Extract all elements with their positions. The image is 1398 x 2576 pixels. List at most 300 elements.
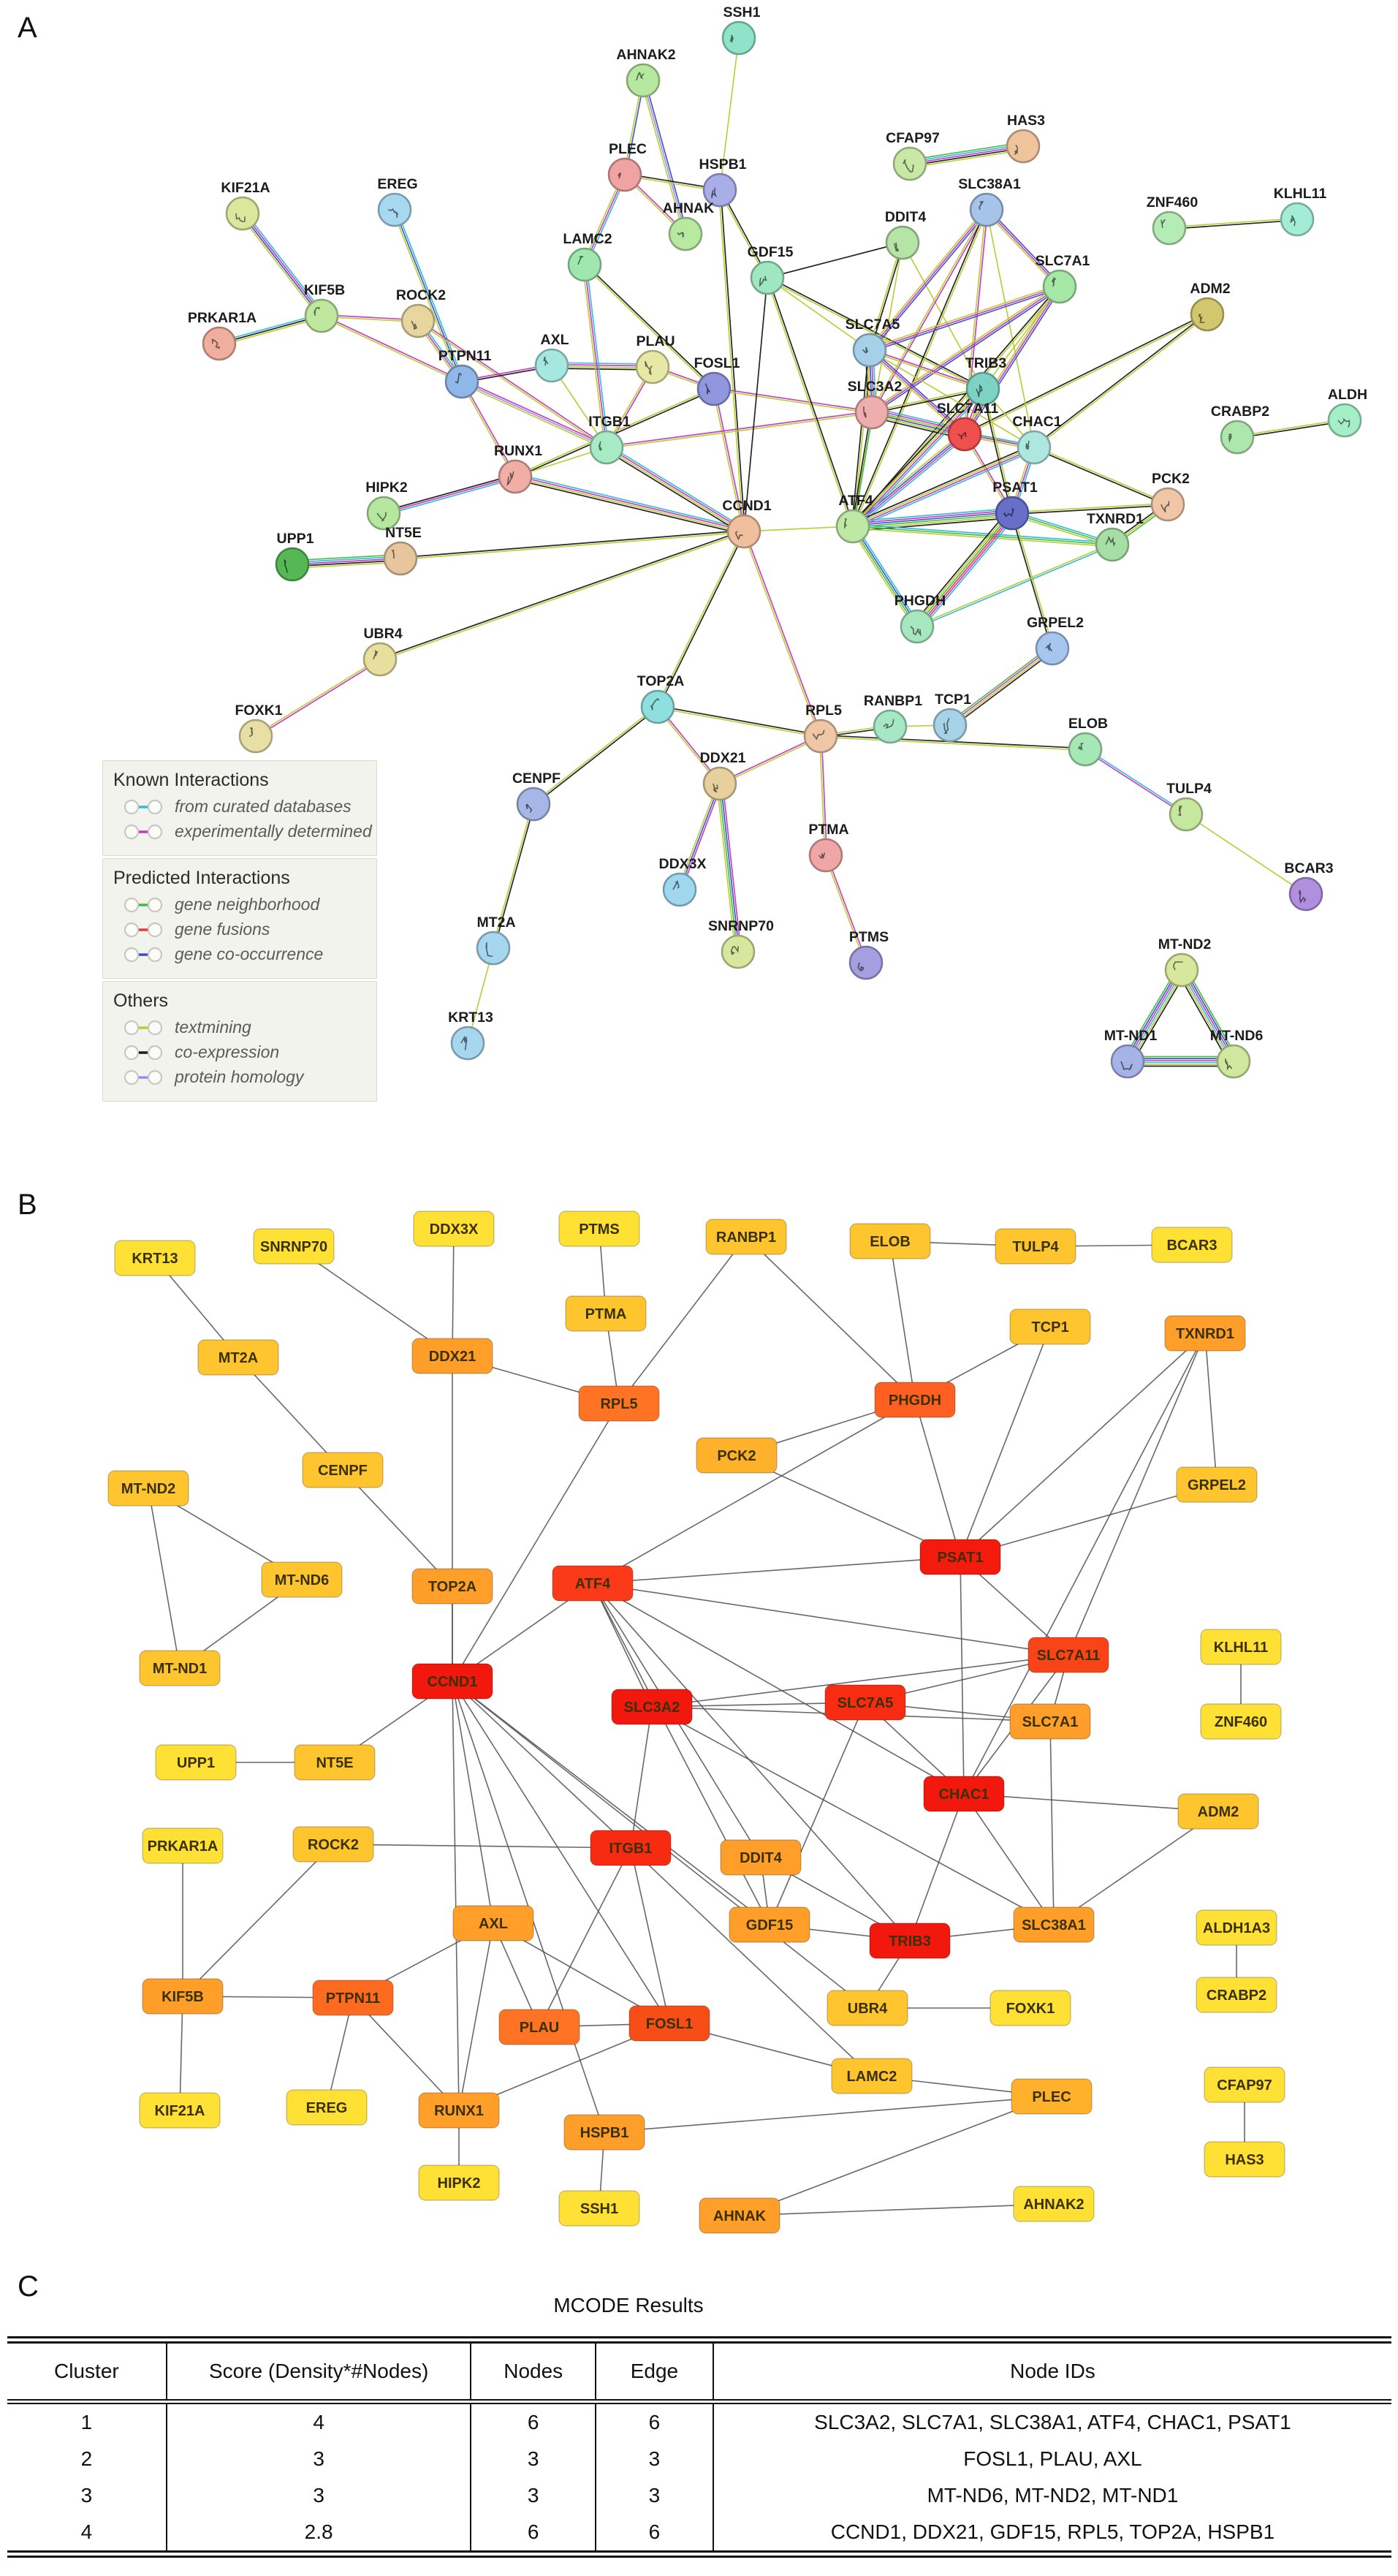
protein-node-PLEC[interactable] [609, 141, 647, 191]
table-cell: FOSL1, PLAU, AXL [713, 2441, 1391, 2477]
legend-item-co [122, 944, 368, 964]
gene-node-RPL5[interactable] [579, 1386, 659, 1421]
protein-node-SNRNP70[interactable] [708, 918, 774, 968]
gene-node-RUNX1[interactable] [419, 2093, 499, 2128]
string-edge [1033, 447, 1168, 505]
gene-node-DDIT4[interactable] [721, 1840, 801, 1875]
protein-node-label: CFAP97 [886, 130, 940, 146]
degree-edge [960, 1333, 1205, 1557]
gene-node-label: CCND1 [427, 1674, 478, 1690]
gene-node-label: CHAC1 [938, 1787, 989, 1803]
gene-node-FOSL1[interactable] [629, 2006, 710, 2041]
protein-node-label: PCK2 [1151, 471, 1190, 487]
string-edge [400, 531, 744, 560]
protein-node-AXL[interactable] [536, 332, 569, 382]
gene-node-PTMS[interactable] [559, 1211, 639, 1246]
gene-node-ADM2[interactable] [1178, 1794, 1258, 1829]
protein-node-PSAT1[interactable] [992, 480, 1038, 529]
protein-node-label: UPP1 [276, 531, 314, 547]
gene-node-RANBP1[interactable] [706, 1219, 786, 1254]
gene-node-PCK2[interactable] [696, 1438, 777, 1473]
gene-node-SNRNP70[interactable] [254, 1229, 334, 1264]
protein-node-label: KIF5B [303, 282, 346, 298]
gene-node-CCND1[interactable] [412, 1664, 493, 1699]
gene-node-NT5E[interactable] [295, 1745, 375, 1780]
protein-node-TULP4[interactable] [1166, 781, 1212, 830]
gene-node-label: ATF4 [574, 1576, 611, 1592]
protein-node-label: FOSL1 [694, 355, 740, 371]
gene-node-label: KLHL11 [1213, 1640, 1269, 1656]
protein-node-label: TOP2A [637, 673, 685, 689]
gene-node-TOP2A[interactable] [412, 1569, 493, 1604]
string-edge [533, 706, 658, 805]
gene-node-MT-ND1[interactable] [140, 1651, 220, 1686]
gene-node-SSH1[interactable] [559, 2191, 639, 2226]
gene-node-label: ELOB [870, 1234, 911, 1250]
string-edge [514, 474, 745, 534]
gene-node-SLC7A1[interactable] [1010, 1704, 1090, 1739]
gene-node-UPP1[interactable] [156, 1745, 236, 1780]
edge-color-swatch-icon [122, 920, 164, 939]
protein-node-SSH1[interactable] [723, 4, 761, 54]
gene-node-label: PTPN11 [325, 1990, 381, 2007]
protein-node-label: LAMC2 [563, 231, 612, 247]
gene-node-label: FOSL1 [645, 2016, 694, 2032]
degree-edge [890, 1241, 915, 1400]
protein-node-CCND1[interactable] [722, 498, 771, 548]
gene-node-label: CENPF [318, 1463, 368, 1479]
protein-node-ITGB1[interactable] [588, 414, 631, 463]
table-row-cluster-4 [7, 2514, 1391, 2554]
degree-edge [631, 1848, 872, 2076]
protein-node-MT-ND6[interactable] [1210, 1028, 1264, 1077]
gene-node-label: PRKAR1A [147, 1838, 219, 1855]
degree-edge [593, 1557, 960, 1583]
gene-node-label: KIF21A [154, 2103, 205, 2119]
protein-node-label: DDIT4 [884, 209, 927, 225]
protein-node-PHGDH[interactable] [894, 593, 946, 643]
protein-node-label: KIF21A [221, 180, 270, 196]
gene-node-label: TULP4 [1012, 1239, 1059, 1255]
gene-node-CENPF[interactable] [303, 1452, 383, 1488]
gene-node-AHNAK2[interactable] [1014, 2186, 1094, 2221]
gene-node-KIF21A[interactable] [140, 2093, 220, 2128]
table-row-cluster-2 [7, 2441, 1391, 2477]
protein-node-label: AHNAK [662, 200, 715, 216]
gene-node-ELOB[interactable] [850, 1224, 930, 1259]
protein-node-PLAU[interactable] [636, 333, 675, 383]
gene-node-FOXK1[interactable] [990, 1990, 1071, 2026]
protein-node-label: PRKAR1A [187, 310, 257, 326]
gene-node-DDX21[interactable] [412, 1338, 493, 1374]
protein-node-RANBP1[interactable] [864, 693, 922, 743]
gene-node-label: GDF15 [745, 1917, 794, 1933]
protein-node-label: RANBP1 [863, 693, 923, 709]
gene-node-SLC38A1[interactable] [1014, 1907, 1094, 1942]
legend-item-label: experimentally determined [175, 822, 372, 841]
degree-edge [604, 2096, 1052, 2132]
table-cell: 6 [471, 2514, 595, 2554]
gene-node-label: SLC38A1 [1022, 1917, 1086, 1933]
table-cell: 3 [471, 2441, 595, 2477]
degree-edge [183, 1844, 333, 1996]
gene-node-MT2A[interactable] [198, 1340, 278, 1375]
protein-node-DDIT4[interactable] [885, 209, 926, 259]
degree-edge [539, 1848, 631, 2027]
degree-edge [148, 1488, 180, 1668]
mcode-results-table [7, 2336, 1391, 2558]
protein-node-label: PTMA [808, 822, 849, 838]
table-header-cell: Score (Density*#Nodes) [167, 2340, 471, 2402]
protein-node-label: MT2A [476, 914, 516, 931]
protein-node-label: PHGDH [894, 593, 946, 609]
protein-node-label: HIPK2 [365, 480, 408, 496]
gene-node-label: ZNF460 [1214, 1714, 1268, 1730]
table-header-cell: Cluster [7, 2340, 167, 2402]
protein-node-label: SLC7A1 [1035, 253, 1090, 269]
protein-node-ADM2[interactable] [1190, 281, 1230, 330]
degree-edge [459, 1923, 493, 2110]
protein-node-label: PLEC [608, 141, 647, 157]
protein-node-label: ADM2 [1190, 281, 1231, 297]
gene-node-CRABP2[interactable] [1196, 1977, 1277, 2012]
protein-node-label: RPL5 [805, 702, 842, 719]
edge-color-swatch-icon [122, 1043, 164, 1062]
gene-node-PTPN11[interactable] [313, 1980, 393, 2015]
protein-node-CHAC1[interactable] [1012, 414, 1061, 463]
string-edge [1169, 219, 1297, 230]
gene-node-KRT13[interactable] [115, 1240, 195, 1276]
degree-edge [915, 1400, 960, 1557]
gene-node-label: RUNX1 [434, 2103, 484, 2119]
table-cell: 2.8 [167, 2514, 471, 2554]
table-header-cell: Edge [596, 2340, 713, 2402]
degree-edge [593, 1583, 652, 1707]
protein-node-label: ATF4 [838, 493, 873, 509]
gene-node-TRIB3[interactable] [870, 1923, 950, 1958]
protein-node-RUNX1[interactable] [494, 443, 542, 493]
string-edge [255, 659, 380, 737]
gene-node-HSPB1[interactable] [564, 2115, 645, 2150]
gene-node-PLAU[interactable] [499, 2009, 580, 2045]
gene-node-EREG[interactable] [286, 2090, 367, 2125]
table-cell: 4 [80, 2520, 93, 2543]
gene-node-LAMC2[interactable] [832, 2058, 912, 2094]
degree-edge [452, 1229, 454, 1356]
protein-node-DDX3X[interactable] [658, 856, 706, 906]
table-cell: 3 [167, 2441, 471, 2477]
protein-node-TOP2A[interactable] [637, 673, 685, 723]
gene-node-SLC7A11[interactable] [1028, 1637, 1109, 1672]
protein-node-CENPF[interactable] [512, 770, 561, 820]
protein-node-label: KLHL11 [1273, 186, 1327, 202]
gene-node-label: TRIB3 [889, 1933, 931, 1950]
protein-node-label: SLC3A2 [847, 379, 903, 395]
protein-node-KRT13[interactable] [448, 1009, 493, 1059]
protein-node-EREG[interactable] [377, 176, 417, 226]
gene-node-label: HAS3 [1225, 2152, 1264, 2168]
gene-node-label: GRPEL2 [1187, 1477, 1247, 1493]
gene-node-KLHL11[interactable] [1201, 1629, 1281, 1664]
legend-group [102, 981, 377, 1102]
gene-node-ATF4[interactable] [552, 1566, 633, 1601]
edge-color-swatch-icon [122, 895, 164, 914]
protein-node-label: AXL [540, 332, 569, 348]
degree-edge [770, 1702, 865, 1925]
degree-edge [452, 1681, 493, 1923]
protein-node-ALDH[interactable] [1328, 387, 1367, 436]
gene-node-PTMA[interactable] [566, 1296, 646, 1331]
degree-edge [1205, 1333, 1217, 1485]
gene-node-label: UBR4 [847, 2001, 888, 2017]
legend-group-title: Others [113, 990, 169, 1011]
degree-edge [593, 1583, 910, 1941]
gene-node-AXL[interactable] [453, 1906, 533, 1941]
edge-type-legend [102, 760, 377, 1104]
gene-node-AHNAK[interactable] [699, 2198, 780, 2233]
degree-edge [652, 1707, 1054, 1925]
degree-edge [452, 1681, 770, 1925]
protein-node-label: TRIB3 [965, 355, 1007, 371]
gene-node-label: KRT13 [132, 1251, 178, 1267]
degree-edge [593, 1400, 915, 1583]
protein-node-CFAP97[interactable] [886, 130, 940, 180]
gene-node-MT-ND2[interactable] [108, 1471, 189, 1506]
protein-node-FOXK1[interactable] [235, 702, 282, 752]
gene-node-ROCK2[interactable] [293, 1827, 373, 1862]
gene-node-SLC3A2[interactable] [612, 1689, 692, 1724]
protein-node-LAMC2[interactable] [563, 231, 612, 281]
gene-node-ALDH1A3[interactable] [1196, 1910, 1277, 1945]
protein-node-AHNAK2[interactable] [616, 47, 675, 96]
gene-node-label: NT5E [316, 1755, 354, 1771]
panel-c-label: C [18, 2270, 39, 2303]
gene-node-label: MT-ND2 [121, 1481, 176, 1497]
protein-node-MT2A[interactable] [476, 914, 515, 964]
gene-node-SLC7A5[interactable] [825, 1685, 905, 1720]
gene-node-label: KIF5B [162, 1989, 204, 2005]
gene-node-label: SLC7A11 [1036, 1648, 1101, 1664]
protein-node-label: SLC7A5 [845, 317, 900, 333]
table-row-cluster-3 [7, 2477, 1391, 2514]
gene-node-label: TOP2A [428, 1579, 477, 1595]
gene-node-label: SSH1 [580, 2201, 619, 2217]
gene-node-PLEC[interactable] [1011, 2079, 1092, 2114]
gene-node-PSAT1[interactable] [920, 1539, 1000, 1575]
protein-node-label: HSPB1 [699, 156, 747, 173]
legend-item-db [122, 797, 368, 817]
degree-network-nodes [108, 1211, 1285, 2233]
gene-node-label: PCK2 [717, 1448, 756, 1464]
gene-node-MT-ND6[interactable] [262, 1562, 342, 1597]
edge-color-swatch-icon [122, 1068, 164, 1087]
legend-group-title: Known Interactions [113, 770, 269, 790]
protein-node-RPL5[interactable] [805, 702, 842, 752]
protein-node-label: ZNF460 [1146, 194, 1198, 211]
protein-node-AHNAK[interactable] [663, 200, 714, 250]
protein-node-label: SLC38A1 [958, 176, 1021, 192]
gene-node-HIPK2[interactable] [419, 2165, 499, 2200]
degree-edge [452, 1681, 631, 1848]
protein-node-PTMA[interactable] [808, 822, 848, 871]
gene-node-label: MT2A [218, 1350, 259, 1366]
protein-node-SLC38A1[interactable] [958, 176, 1021, 226]
legend-group [102, 760, 377, 856]
protein-node-UPP1[interactable] [276, 531, 314, 580]
legend-item-label: protein homology [175, 1067, 304, 1086]
protein-node-label: CENPF [512, 770, 561, 787]
table-header-cell: Node IDs [713, 2340, 1391, 2402]
protein-node-label: DDX3X [658, 856, 707, 872]
protein-node-label: GDF15 [747, 244, 794, 260]
table-cell: 3 [80, 2484, 93, 2507]
legend-item-tm [122, 1018, 368, 1037]
gene-node-BCAR3[interactable] [1152, 1227, 1232, 1262]
mcode-table-title: MCODE Results [553, 2294, 704, 2316]
table-cell: 6 [471, 2402, 595, 2441]
gene-node-TCP1[interactable] [1010, 1309, 1090, 1344]
gene-node-label: AHNAK [713, 2208, 767, 2224]
protein-node-TRIB3[interactable] [965, 355, 1006, 405]
gene-node-GDF15[interactable] [729, 1907, 810, 1942]
protein-node-label: PLAU [636, 333, 675, 349]
protein-node-BCAR3[interactable] [1284, 860, 1333, 910]
legend-item-label: from curated databases [175, 797, 352, 816]
gene-node-label: RPL5 [600, 1396, 638, 1412]
protein-node-NT5E[interactable] [384, 525, 422, 575]
gene-node-PRKAR1A[interactable] [143, 1828, 223, 1863]
degree-edge [452, 1403, 619, 1681]
string-edge [461, 380, 607, 450]
protein-node-ELOB[interactable] [1068, 716, 1108, 765]
protein-node-HSPB1[interactable] [699, 156, 746, 206]
protein-node-label: MT-ND1 [1103, 1028, 1158, 1044]
protein-node-label: PTMS [848, 929, 889, 945]
protein-node-PCK2[interactable] [1152, 471, 1190, 520]
protein-node-UBR4[interactable] [363, 626, 402, 675]
legend-item-fu [122, 920, 368, 939]
protein-node-ROCK2[interactable] [396, 287, 446, 337]
gene-node-label: SLC3A2 [623, 1700, 680, 1716]
protein-node-label: TXNRD1 [1086, 511, 1144, 527]
legend-item-label: co-expression [175, 1042, 280, 1061]
gene-node-label: DDX3X [429, 1221, 479, 1238]
protein-node-label: SLC7A11 [936, 401, 999, 417]
gene-node-ITGB1[interactable] [590, 1830, 671, 1865]
string-edge [240, 212, 324, 318]
string-edge [1186, 814, 1306, 894]
gene-node-label: SNRNP70 [259, 1239, 328, 1255]
protein-node-label: SNRNP70 [708, 918, 774, 934]
gene-node-label: FOXK1 [1006, 2001, 1055, 2017]
protein-node-HAS3[interactable] [1007, 113, 1045, 162]
protein-node-label: BCAR3 [1284, 860, 1334, 876]
edge-color-swatch-icon [122, 1018, 164, 1037]
protein-node-ZNF460[interactable] [1147, 194, 1198, 244]
table-cell: 4 [167, 2402, 471, 2441]
degree-edge [964, 1794, 1054, 1925]
protein-node-label: MT-ND2 [1158, 936, 1212, 952]
degree-edge [1050, 1721, 1054, 1925]
protein-node-MT-ND2[interactable] [1158, 936, 1212, 986]
gene-node-label: RANBP1 [715, 1230, 777, 1246]
protein-node-label: AHNAK2 [616, 47, 676, 63]
protein-node-label: CCND1 [722, 498, 772, 514]
protein-node-DDX21[interactable] [700, 750, 746, 800]
gene-node-label: CRABP2 [1206, 1988, 1267, 2004]
protein-node-CRABP2[interactable] [1211, 404, 1269, 453]
table-cell: 1 [80, 2411, 93, 2433]
gene-node-KIF5B[interactable] [143, 1979, 223, 2014]
protein-node-label: UBR4 [363, 626, 403, 642]
gene-node-label: SLC7A5 [837, 1695, 894, 1711]
gene-node-UBR4[interactable] [827, 1990, 908, 2026]
gene-node-DDX3X[interactable] [414, 1211, 494, 1246]
gene-node-label: PSAT1 [937, 1550, 984, 1566]
string-edge [605, 445, 745, 534]
degree-edge [960, 1327, 1050, 1557]
protein-node-HIPK2[interactable] [365, 480, 408, 529]
degree-edge [593, 1583, 964, 1794]
degree-edge [631, 1848, 669, 2023]
degree-edge [746, 1237, 915, 1400]
protein-node-label: KRT13 [448, 1009, 493, 1026]
legend-item-ho [122, 1067, 368, 1087]
gene-node-GRPEL2[interactable] [1177, 1467, 1257, 1502]
gene-node-ZNF460[interactable] [1201, 1704, 1281, 1739]
protein-node-label: NT5E [385, 525, 422, 541]
gene-node-TULP4[interactable] [995, 1229, 1076, 1264]
table-cell: 6 [596, 2402, 713, 2441]
gene-node-label: ITGB1 [609, 1841, 653, 1857]
string-edge [913, 510, 1016, 629]
protein-node-label: ALDH [1327, 387, 1368, 403]
protein-node-label: PTPN11 [438, 348, 492, 364]
legend-group [102, 858, 377, 979]
degree-edge [960, 1557, 964, 1794]
protein-node-label: CRABP2 [1210, 404, 1270, 420]
gene-node-HAS3[interactable] [1204, 2142, 1285, 2177]
table-header-row [7, 2340, 1391, 2402]
protein-node-KLHL11[interactable] [1274, 186, 1327, 235]
protein-node-label: HAS3 [1006, 113, 1046, 129]
table-cell: 3 [471, 2477, 595, 2514]
protein-node-MT-ND1[interactable] [1104, 1028, 1158, 1077]
legend-item-exp [122, 822, 372, 841]
gene-node-label: LAMC2 [846, 2069, 897, 2085]
protein-node-KIF21A[interactable] [221, 180, 270, 230]
legend-item-nb [122, 895, 368, 914]
gene-node-label: ALDH1A3 [1202, 1920, 1271, 1936]
gene-node-PHGDH[interactable] [875, 1382, 955, 1417]
gene-node-TXNRD1[interactable] [1165, 1316, 1245, 1351]
table-cell: MT-ND6, MT-ND2, MT-ND1 [713, 2477, 1391, 2514]
gene-node-label: ADM2 [1197, 1804, 1239, 1820]
gene-node-label: TXNRD1 [1175, 1326, 1235, 1342]
table-row-cluster-1 [7, 2402, 1391, 2441]
edge-color-swatch-icon [122, 945, 164, 964]
gene-node-label: PTMA [585, 1306, 627, 1322]
table-cell: 6 [596, 2514, 713, 2554]
degree-edge [452, 1681, 459, 2110]
gene-node-CFAP97[interactable] [1204, 2067, 1285, 2102]
edge-color-swatch-icon [122, 798, 164, 817]
legend-item-label: textmining [175, 1018, 251, 1037]
gene-node-CHAC1[interactable] [924, 1776, 1004, 1811]
protein-node-PTMS[interactable] [849, 929, 889, 979]
table-cell: 3 [596, 2477, 713, 2514]
degree-edge [740, 2204, 1054, 2216]
